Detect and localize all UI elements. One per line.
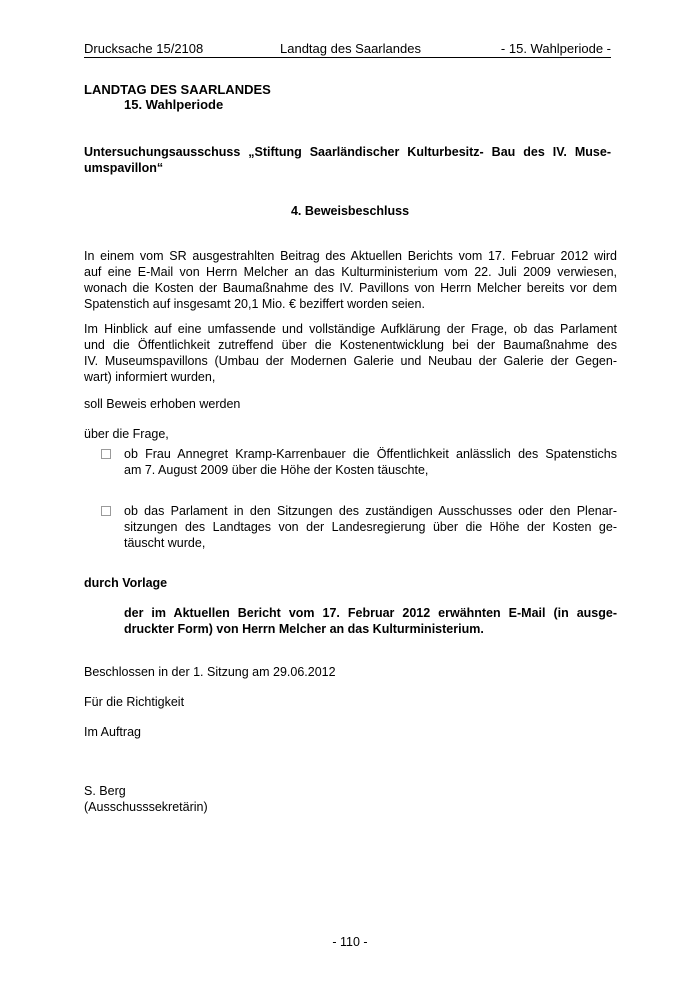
question-line: ob das Parlament in den Sitzungen des zuständigen Ausschusses oder den Plenar-	[124, 504, 617, 518]
paragraph-intro	[84, 248, 617, 312]
paragraph-line: IV. Museumspavillons (Umbau der Modernen Galerie und Neubau der Galerie der Gegen-	[84, 354, 617, 368]
on-behalf-note: Im Auftrag	[84, 725, 141, 739]
paragraph-line: wonach die Kosten der Baumaßnahme des IV. Pavillons von Herrn Melcher bereits vor dem	[84, 281, 617, 295]
paragraph-line: auf eine E-Mail von Herrn Melcher an das Kulturministerium vom 22. Juli 2009 verwiesen,	[84, 265, 617, 279]
submission-heading: durch Vorlage	[84, 576, 168, 590]
header-parliament-name: Landtag des Saarlandes	[280, 41, 421, 56]
legislative-period-title: 15. Wahlperiode	[124, 97, 224, 112]
question-item-text	[124, 503, 617, 551]
evidence-statement: soll Beweis erhoben werden	[84, 397, 241, 411]
signatory-name: S. Berg	[84, 784, 126, 798]
question-line: sitzungen des Landtages von der Landesregierung über die Höhe der Kosten ge-	[124, 520, 617, 534]
question-intro: über die Frage,	[84, 427, 169, 441]
header-legislative-period: - 15. Wahlperiode -	[500, 41, 611, 56]
question-item-1	[101, 446, 617, 480]
submission-line: druckter Form) von Herrn Melcher an das Kulturministerium.	[124, 622, 484, 636]
decision-title-text: 4. Beweisbeschluss	[290, 204, 410, 218]
bullet-box-icon	[101, 506, 111, 516]
submission-text	[124, 605, 617, 637]
page-header	[84, 41, 611, 58]
paragraph-line: In einem vom SR ausgestrahlten Beitrag des Aktuellen Berichts vom 17. Februar 2012 wird	[84, 249, 617, 263]
question-line: täuscht wurde,	[124, 536, 206, 550]
bullet-box-icon	[101, 449, 111, 459]
resolution-date: Beschlossen in der 1. Sitzung am 29.06.2012	[84, 665, 336, 679]
committee-title	[84, 144, 611, 176]
header-document-number: Drucksache 15/2108	[84, 41, 204, 56]
question-line: am 7. August 2009 über die Höhe der Kosten täuschte,	[124, 463, 429, 477]
paragraph-line: Im Hinblick auf eine umfassende und vollständige Aufklärung der Frage, ob das Parlament	[84, 322, 617, 336]
signatory-role: (Ausschusssekretärin)	[84, 800, 208, 814]
question-line: ob Frau Annegret Kramp-Karrenbauer die Öffentlichkeit anlässlich des Spatenstichs	[124, 447, 617, 461]
submission-line: der im Aktuellen Bericht vom 17. Februar 2012 erwähnten E-Mail (in ausge-	[124, 606, 617, 620]
committee-title-line: umspavillon“	[84, 161, 164, 175]
committee-title-line: Untersuchungsausschuss „Stiftung Saarländischer Kulturbesitz- Bau des IV. Muse-	[84, 145, 611, 159]
certification-note: Für die Richtigkeit	[84, 695, 185, 709]
paragraph-line: und die Öffentlichkeit zutreffend über die Kostenentwicklung bei der Baumaßnahme des	[84, 338, 617, 352]
page-number: - 110 -	[332, 935, 368, 949]
question-item-text	[124, 446, 617, 478]
question-item-2	[101, 503, 617, 553]
paragraph-purpose	[84, 321, 617, 385]
paragraph-line: Spatenstich auf insgesamt 20,1 Mio. € beziffert worden seien.	[84, 297, 425, 311]
parliament-title: LANDTAG DES SAARLANDES	[84, 82, 271, 97]
decision-title	[0, 203, 700, 219]
paragraph-line: wart) informiert wurden,	[84, 370, 216, 384]
